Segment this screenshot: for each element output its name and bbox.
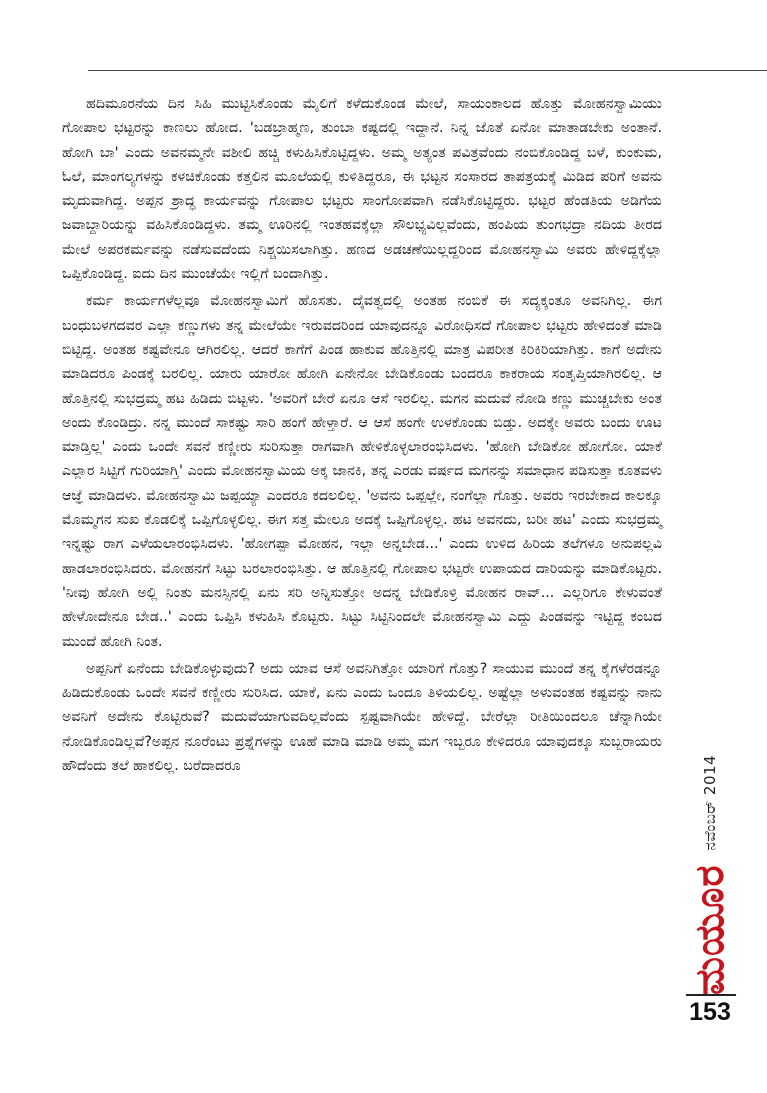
masthead-rotated [687,754,733,996]
masthead [680,754,740,996]
magazine-logo: ಮಯೂರ [687,864,733,996]
issue-date: ನವೆಂಬರ್ 2014 [700,754,719,851]
paragraph: ಕರ್ಮ ಕಾರ್ಯಗಳೆಲ್ಲವೂ ಮೋಹನಸ್ವಾಮಿಗೆ ಹೊಸತು. ದೈವತ್ವದಲ್ಲಿ ಅಂತಹ ನಂಬಿಕೆ ಈ ಸದ್ಯಕ್ಕಂತೂ ಅವನಿಗಿಲ್ಲ. ಈಗ ಬಂಧುಬಳಗದವರ ಎಲ್ಲಾ ಕಣ್ಣುಗಳು ತನ್ನ ಮೇಲೆಯೇ ಇರುವದರಿಂದ ಯಾವುದನ್ನೂ ವಿರೋಧಿಸದೆ ಗೋಪಾಲ ಭಟ್ಟರು ಹೇಳಿದಂತೆ ಮಾಡಿ ಬಿಟ್ಟಿದ್ದ. ಅಂತಹ ಕಷ್ಟವೇನೂ ಆಗಿರಲಿಲ್ಲ. ಆದರೆ ಕಾಗೆಗೆ ಪಿಂಡ ಹಾಕುವ ಹೊತ್ತಿನಲ್ಲಿ ಮಾತ್ರ ವಿಪರೀತ ಕಿರಿಕಿರಿಯಾಗಿತ್ತು. ಕಾಗೆ ಅದೇನು ಮಾಡಿದರೂ ಪಿಂಡಕ್ಕೆ ಬರಲಿಲ್ಲ. ಯಾರು ಯಾರೋ ಹೋಗಿ ಏನೇನೋ ಬೇಡಿಕೊಂಡು ಬಂದರೂ ಕಾಕರಾಯ ಸಂತೃಪ್ತಿಯಾಗಿರಲಿಲ್ಲ. ಆ ಹೊತ್ತಿನಲ್ಲಿ ಸುಭದ್ರಮ್ಮ ಹಟ ಹಿಡಿದು ಬಿಟ್ಟಳು. 'ಅವರಿಗೆ ಬೇರೆ ಏನೂ ಆಸೆ ಇರಲಿಲ್ಲ. ಮಗನ ಮದುವೆ ನೋಡಿ ಕಣ್ಣು ಮುಚ್ಚಬೇಕು ಅಂತ ಅಂದು ಕೊಂಡಿದ್ರು. ನನ್ನ ಮುಂದೆ ಸಾಕಷ್ಟು ಸಾರಿ ಹಂಗೆ ಹೇಳ್ತಾರೆ. ಆ ಆಸೆ ಹಂಗೇ ಉಳಕೊಂಡು ಬಿಡ್ತು. ಅದಕ್ಕೇ ಅವರು ಬಂದು ಊಟ ಮಾಡ್ತಿಲ್ಲ' ಎಂದು ಒಂದೇ ಸವನೆ ಕಣ್ಣೀರು ಸುರಿಸುತ್ತಾ ರಾಗವಾಗಿ ಹೇಳಿಕೊಳ್ಳಲಾರಂಭಿಸಿದಳು. 'ಹೋಗಿ ಬೇಡಿಕೋ ಹೋಗೋ. ಯಾಕೆ ಎಲ್ಲಾರ ಸಿಟ್ಟಿಗೆ ಗುರಿಯಾಗ್ತಿ' ಎಂದು ಮೋಹನಸ್ವಾಮಿಯ ಅಕ್ಕ ಜಾನಕಿ, ತನ್ನ ಎರಡು ವರ್ಷದ ಮಗನನ್ನು ಸಮಾಧಾನ ಪಡಿಸುತ್ತಾ ಕೂತವಳು ಆಜ್ಞೆ ಮಾಡಿದಳು. ಮೋಹನಸ್ವಾಮಿ ಜಪ್ಪಯ್ಯಾ ಎಂದರೂ ಕದಲಲಿಲ್ಲ. 'ಅವನು ಒಪ್ಪಲ್ಲೇ, ನಂಗೆಲ್ಲಾ ಗೊತ್ತು. ಅವರು ಇರಬೇಕಾದ ಕಾಲಕ್ಕೂ ಮೊಮ್ಮಗನ ಸುಖ ಕೊಡಲಿಕ್ಕೆ ಒಪ್ಪಿಗೊಳ್ಳಲಿಲ್ಲ. ಈಗ ಸತ್ತ ಮೇಲೂ ಅದಕ್ಕೆ ಒಪ್ಪಿಗೊಳ್ಳಲ್ಲ. ಹಟ ಅವನದು, ಬರೀ ಹಟ' ಎಂದು ಸುಭದ್ರಮ್ಮ ಇನ್ನಷ್ಟು ರಾಗ ಎಳೆಯಲಾರಂಭಿಸಿದಳು. 'ಹೋಗಪ್ಪಾ ಮೋಹನ, ಇಲ್ಲಾ ಅನ್ನಬೇಡ...' ಎಂದು ಉಳಿದ ಹಿರಿಯ ತಲೆಗಳೂ ಅನುಪಲ್ಲವಿ ಹಾಡಲಾರಂಭಿಸಿದರು. ಮೋಹನಗೆ ಸಿಟ್ಟು ಬರಲಾರಂಭಿಸಿತ್ತು. ಆ ಹೊತ್ತಿನಲ್ಲಿ ಗೋಪಾಲ ಭಟ್ಟರೇ ಉಪಾಯದ ದಾರಿಯನ್ನು ಮಾಡಿಕೊಟ್ಟರು. 'ನೀವು ಹೋಗಿ ಅಲ್ಲಿ ನಿಂತು ಮನಸ್ಸಿನಲ್ಲಿ ಏನು ಸರಿ ಅನ್ನಿಸುತ್ತೋ ಅದನ್ನ ಬೇಡಿಕೊಳ್ರಿ ಮೋಹನ ರಾವ್... ಎಲ್ಲರಿಗೂ ಕೇಳುವಂತೆ ಹೇಳೋದೇನೂ ಬೇಡ..' ಎಂದು ಒಪ್ಪಿಸಿ ಕಳುಹಿಸಿ ಕೊಟ್ಟರು. ಸಿಟ್ಟು ಸಿಟ್ಟಿನಿಂದಲೇ ಮೋಹನಸ್ವಾಮಿ ಎದ್ದು ಪಿಂಡವನ್ನು ಇಟ್ಟಿದ್ದ ಕಂಬದ ಮುಂದೆ ಹೋಗಿ ನಿಂತ. [62,293,662,650]
page-number-rule [686,994,736,996]
side-margin [680,754,740,996]
article-body [62,92,662,781]
paragraph: ಹದಿಮೂರನೆಯ ದಿನ ಸಿಹಿ ಮುಟ್ಟಿಸಿಕೊಂಡು ಮೈಲಿಗೆ ಕಳೆದುಕೊಂಡ ಮೇಲೆ, ಸಾಯಂಕಾಲದ ಹೊತ್ತು ಮೋಹನಸ್ವಾಮಿಯು ಗೋಪಾಲ ಭಟ್ಟರನ್ನು ಕಾಣಲು ಹೋದ. 'ಬಡಬ್ರಾಹ್ಮಣ, ತುಂಬಾ ಕಷ್ಟದಲ್ಲಿ ಇದ್ದಾನೆ. ನಿನ್ನ ಜೊತೆ ಏನೋ ಮಾತಾಡಬೇಕು ಅಂತಾನೆ. ಹೋಗಿ ಬಾ' ಎಂದು ಅವನಮ್ಮನೇ ವಶೀಲಿ ಹಚ್ಚಿ ಕಳುಹಿಸಿಕೊಟ್ಟಿದ್ದಳು. ಅಮ್ಮ ಅತ್ಯಂತ ಪವಿತ್ರವೆಂದು ನಂಬಿಕೊಂಡಿದ್ದ ಬಳೆ, ಕುಂಕುಮ, ಓಲೆ, ಮಾಂಗಲ್ಯಗಳನ್ನು ಕಳಚಿಕೊಂಡು ಕತ್ತಲಿನ ಮೂಲೆಯಲ್ಲಿ ಕುಳಿತಿದ್ದರೂ, ಈ ಭಟ್ಟನ ಸಂಸಾರದ ತಾಪತ್ರಯಕ್ಕೆ ಮಿಡಿದ ಪರಿಗೆ ಅವನು ಮೃದುವಾಗಿದ್ದ. ಅಪ್ಪನ ಶ್ರಾದ್ಧ ಕಾರ್ಯವನ್ನು ಗೋಪಾಲ ಭಟ್ಟರು ಸಾಂಗೋಪವಾಗಿ ನಡೆಸಿಕೊಟ್ಟಿದ್ದರು. ಭಟ್ಟರ ಹೆಂಡತಿಯ ಅಡಿಗೆಯ ಜವಾಬ್ದಾರಿಯನ್ನು ವಹಿಸಿಕೊಂಡಿದ್ದಳು. ತಮ್ಮ ಊರಿನಲ್ಲಿ ಇಂತಹವಕ್ಕೆಲ್ಲಾ ಸೌಲಭ್ಯವಿಲ್ಲವೆಂದು, ಹಂಪಿಯ ತುಂಗಭದ್ರಾ ನದಿಯ ತೀರದ ಮೇಲೆ ಅಪರಕರ್ಮವನ್ನು ನಡೆಸುವದೆಂದು ನಿಶ್ಚಯಿಸಲಾಗಿತ್ತು. ಹಣದ ಅಡಚಣೆಯಿಲ್ಲದ್ದರಿಂದ ಮೋಹನಸ್ವಾಮಿ ಅವರು ಹೇಳಿದ್ದಕ್ಕೆಲ್ಲಾ ಒಪ್ಪಿಕೊಂಡಿದ್ದ. ಐದು ದಿನ ಮುಂಚೆಯೇ ಇಲ್ಲಿಗೆ ಬಂದಾಗಿತ್ತು. [62,96,662,283]
header-rule [88,70,767,71]
paragraph: ಅಪ್ಪನಿಗೆ ಏನೆಂದು ಬೇಡಿಕೊಳ್ಳುವುದು? ಅದು ಯಾವ ಆಸೆ ಅವನಿಗಿತ್ತೋ ಯಾರಿಗೆ ಗೊತ್ತು? ಸಾಯುವ ಮುಂದೆ ತನ್ನ ಕೈಗಳೆರಡನ್ನೂ ಹಿಡಿದುಕೊಂಡು ಒಂದೇ ಸವನೆ ಕಣ್ಣೀರು ಸುರಿಸಿದ. ಯಾಕೆ, ಏನು ಎಂದು ಒಂದೂ ತಿಳಿಯಲಿಲ್ಲ. ಅಷ್ಟೆಲ್ಲಾ ಅಳುವಂತಹ ಕಷ್ಟವನ್ನು ನಾನು ಅವನಿಗೆ ಅದೇನು ಕೊಟ್ಟಿರುವೆ? ಮದುವೆಯಾಗುವದಿಲ್ಲವೆಂದು ಸ್ಪಷ್ಟವಾಗಿಯೇ ಹೇಳಿದ್ದೆ. ಬೇರೆಲ್ಲಾ ರೀತಿಯಿಂದಲೂ ಚೆನ್ನಾಗಿಯೇ ನೋಡಿಕೊಂಡಿಲ್ಲವೆ?ಅಪ್ಪನ ನೂರೆಂಟು ಪ್ರಶ್ನೆಗಳನ್ನು ಊಹೆ ಮಾಡಿ ಮಾಡಿ ಅಮ್ಮ ಮಗ ಇಬ್ಬರೂ ಕೇಳಿದರೂ ಯಾವುದಕ್ಕೂ ಸುಬ್ಬರಾಯರು ಹೌದೆಂದು ತಲೆ ಹಾಕಲಿಲ್ಲ. ಬರೆದಾದರೂ [62,660,662,775]
page-number: 153 [689,998,731,1026]
